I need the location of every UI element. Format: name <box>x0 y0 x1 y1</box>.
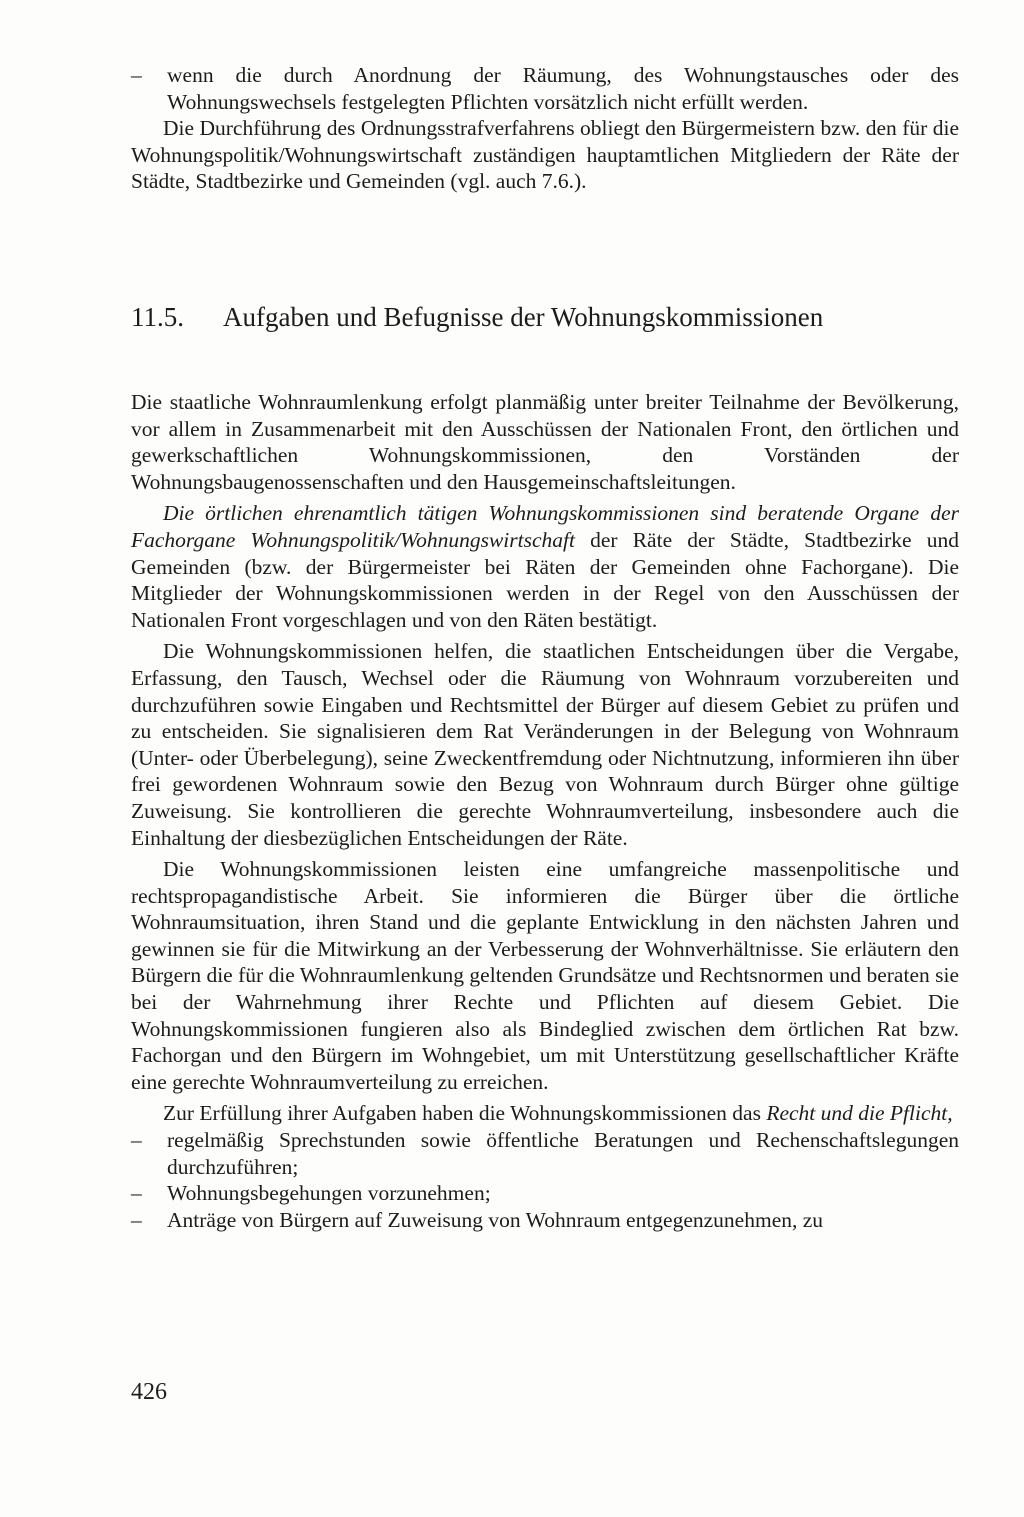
paragraph: Die Durchführung des Ordnungsstrafverfahrens obliegt den Bürgermeistern bzw. den für die Wohnungspolitik/Wohnungswirtschaft zuständigen hauptamtlichen Mitgliedern der Räte der Städte, Stadtbezirke und Gemeinden (vgl. auch 7.6.). <box>131 116 959 194</box>
list-item <box>131 1207 959 1234</box>
list-item <box>131 1127 959 1180</box>
list-item-text: wenn die durch Anordnung der Räumung, des Wohnungstausches oder des Wohnungswechsels festgelegten Pflichten vorsätzlich nicht erfüllt werden. <box>167 63 959 114</box>
paragraph <box>131 500 959 633</box>
dash-bullet: – <box>131 63 142 87</box>
dash-bullet: – <box>131 1181 142 1206</box>
top-continuation <box>131 62 959 195</box>
page-number: 426 <box>131 1379 167 1405</box>
section-title: Aufgaben und Befugnisse der Wohnungskommissionen <box>223 302 824 332</box>
list-item-text: regelmäßig Sprechstunden sowie öffentliche Beratungen und Rechenschaftslegungen durchzuführen; <box>167 1128 959 1179</box>
paragraph: Die staatliche Wohnraumlenkung erfolgt planmäßig unter breiter Teilnahme der Bevölkerung, vor allem in Zusammenarbeit mit den Ausschüssen der Nationalen Front, den örtlichen und gewerkschaftlichen Wohnungskommissionen, den Vorständen der Wohnungsbaugenossenschaften und den Hausgemeinschaftsleitungen. <box>131 390 959 494</box>
paragraph-text: der Räte der Städte, Stadtbezirke und Gemeinden (bzw. der Bürgermeister bei Räten der Gemeinden ohne Fachorgane). Die Mitglieder der Wohnungskommissionen werden in der Regel von den Ausschüssen der Nationalen Front vorgeschlagen und von den Räten bestätigt. <box>131 527 959 632</box>
paragraph <box>131 1100 959 1127</box>
paragraph: Die Wohnungskommissionen leisten eine umfangreiche massenpolitische und rechtspropagandistische Arbeit. Sie informieren die Bürger über die örtliche Wohnraumsituation, ihren Stand und die geplante Entwicklung in den nächsten Jahren und gewinnen sie für die Mitwirkung an der Verbesserung der Wohnverhältnisse. Sie erläutern den Bürgern die für die Wohnraumlenkung geltenden Grundsätze und Rechtsnormen und beraten sie bei der Wahrnehmung ihrer Rechte und Pflichten auf diesem Gebiet. Die Wohnungskommissionen fungieren also als Bindeglied zwischen dem örtlichen Rat bzw. Fachorgan und den Bürgern im Wohngebiet, um mit Unterstützung gesellschaftlicher Kräfte eine gerechte Wohnraumverteilung zu erreichen. <box>131 857 959 1094</box>
section-heading <box>131 300 823 334</box>
dash-bullet: – <box>131 1207 142 1232</box>
section-body <box>131 389 959 1233</box>
italic-phrase: Recht und die Pflicht, <box>766 1101 953 1126</box>
italic-phrase: Die örtlichen ehrenamtlich tätigen Wohnungskommissionen sind beratende Organe der Fachorgane Wohnungspolitik/Wohnungswirtschaft <box>131 501 959 552</box>
list-item <box>131 1180 959 1207</box>
section-number: 11.5. <box>131 302 184 332</box>
paragraph: Die Wohnungskommissionen helfen, die staatlichen Entscheidungen über die Vergabe, Erfassung, den Tausch, Wechsel oder die Räumung von Wohnraum vorzubereiten und durchzuführen sowie Eingaben und Rechtsmittel der Bürger auf diesem Gebiet zu prüfen und zu entscheiden. Sie signalisieren dem Rat Veränderungen in der Belegung von Wohnraum (Unter- oder Überbelegung), seine Zweckentfremdung oder Nichtnutzung, informieren ihn über frei gewordenen Wohnraum sowie den Bezug von Wohnraum durch Bürger ohne gültige Zuweisung. Sie kontrollieren die gerechte Wohnraumverteilung, insbesondere auch die Einhaltung der diesbezüglichen Entscheidungen der Räte. <box>131 639 959 850</box>
paragraph-text: Zur Erfüllung ihrer Aufgaben haben die Wohnungskommissionen das <box>163 1101 767 1126</box>
list-item <box>131 62 959 115</box>
dash-bullet: – <box>131 1128 142 1153</box>
list-item-text: Anträge von Bürgern auf Zuweisung von Wohnraum entgegenzunehmen, zu <box>167 1207 824 1232</box>
list-item-text: Wohnungsbegehungen vorzunehmen; <box>167 1181 491 1206</box>
